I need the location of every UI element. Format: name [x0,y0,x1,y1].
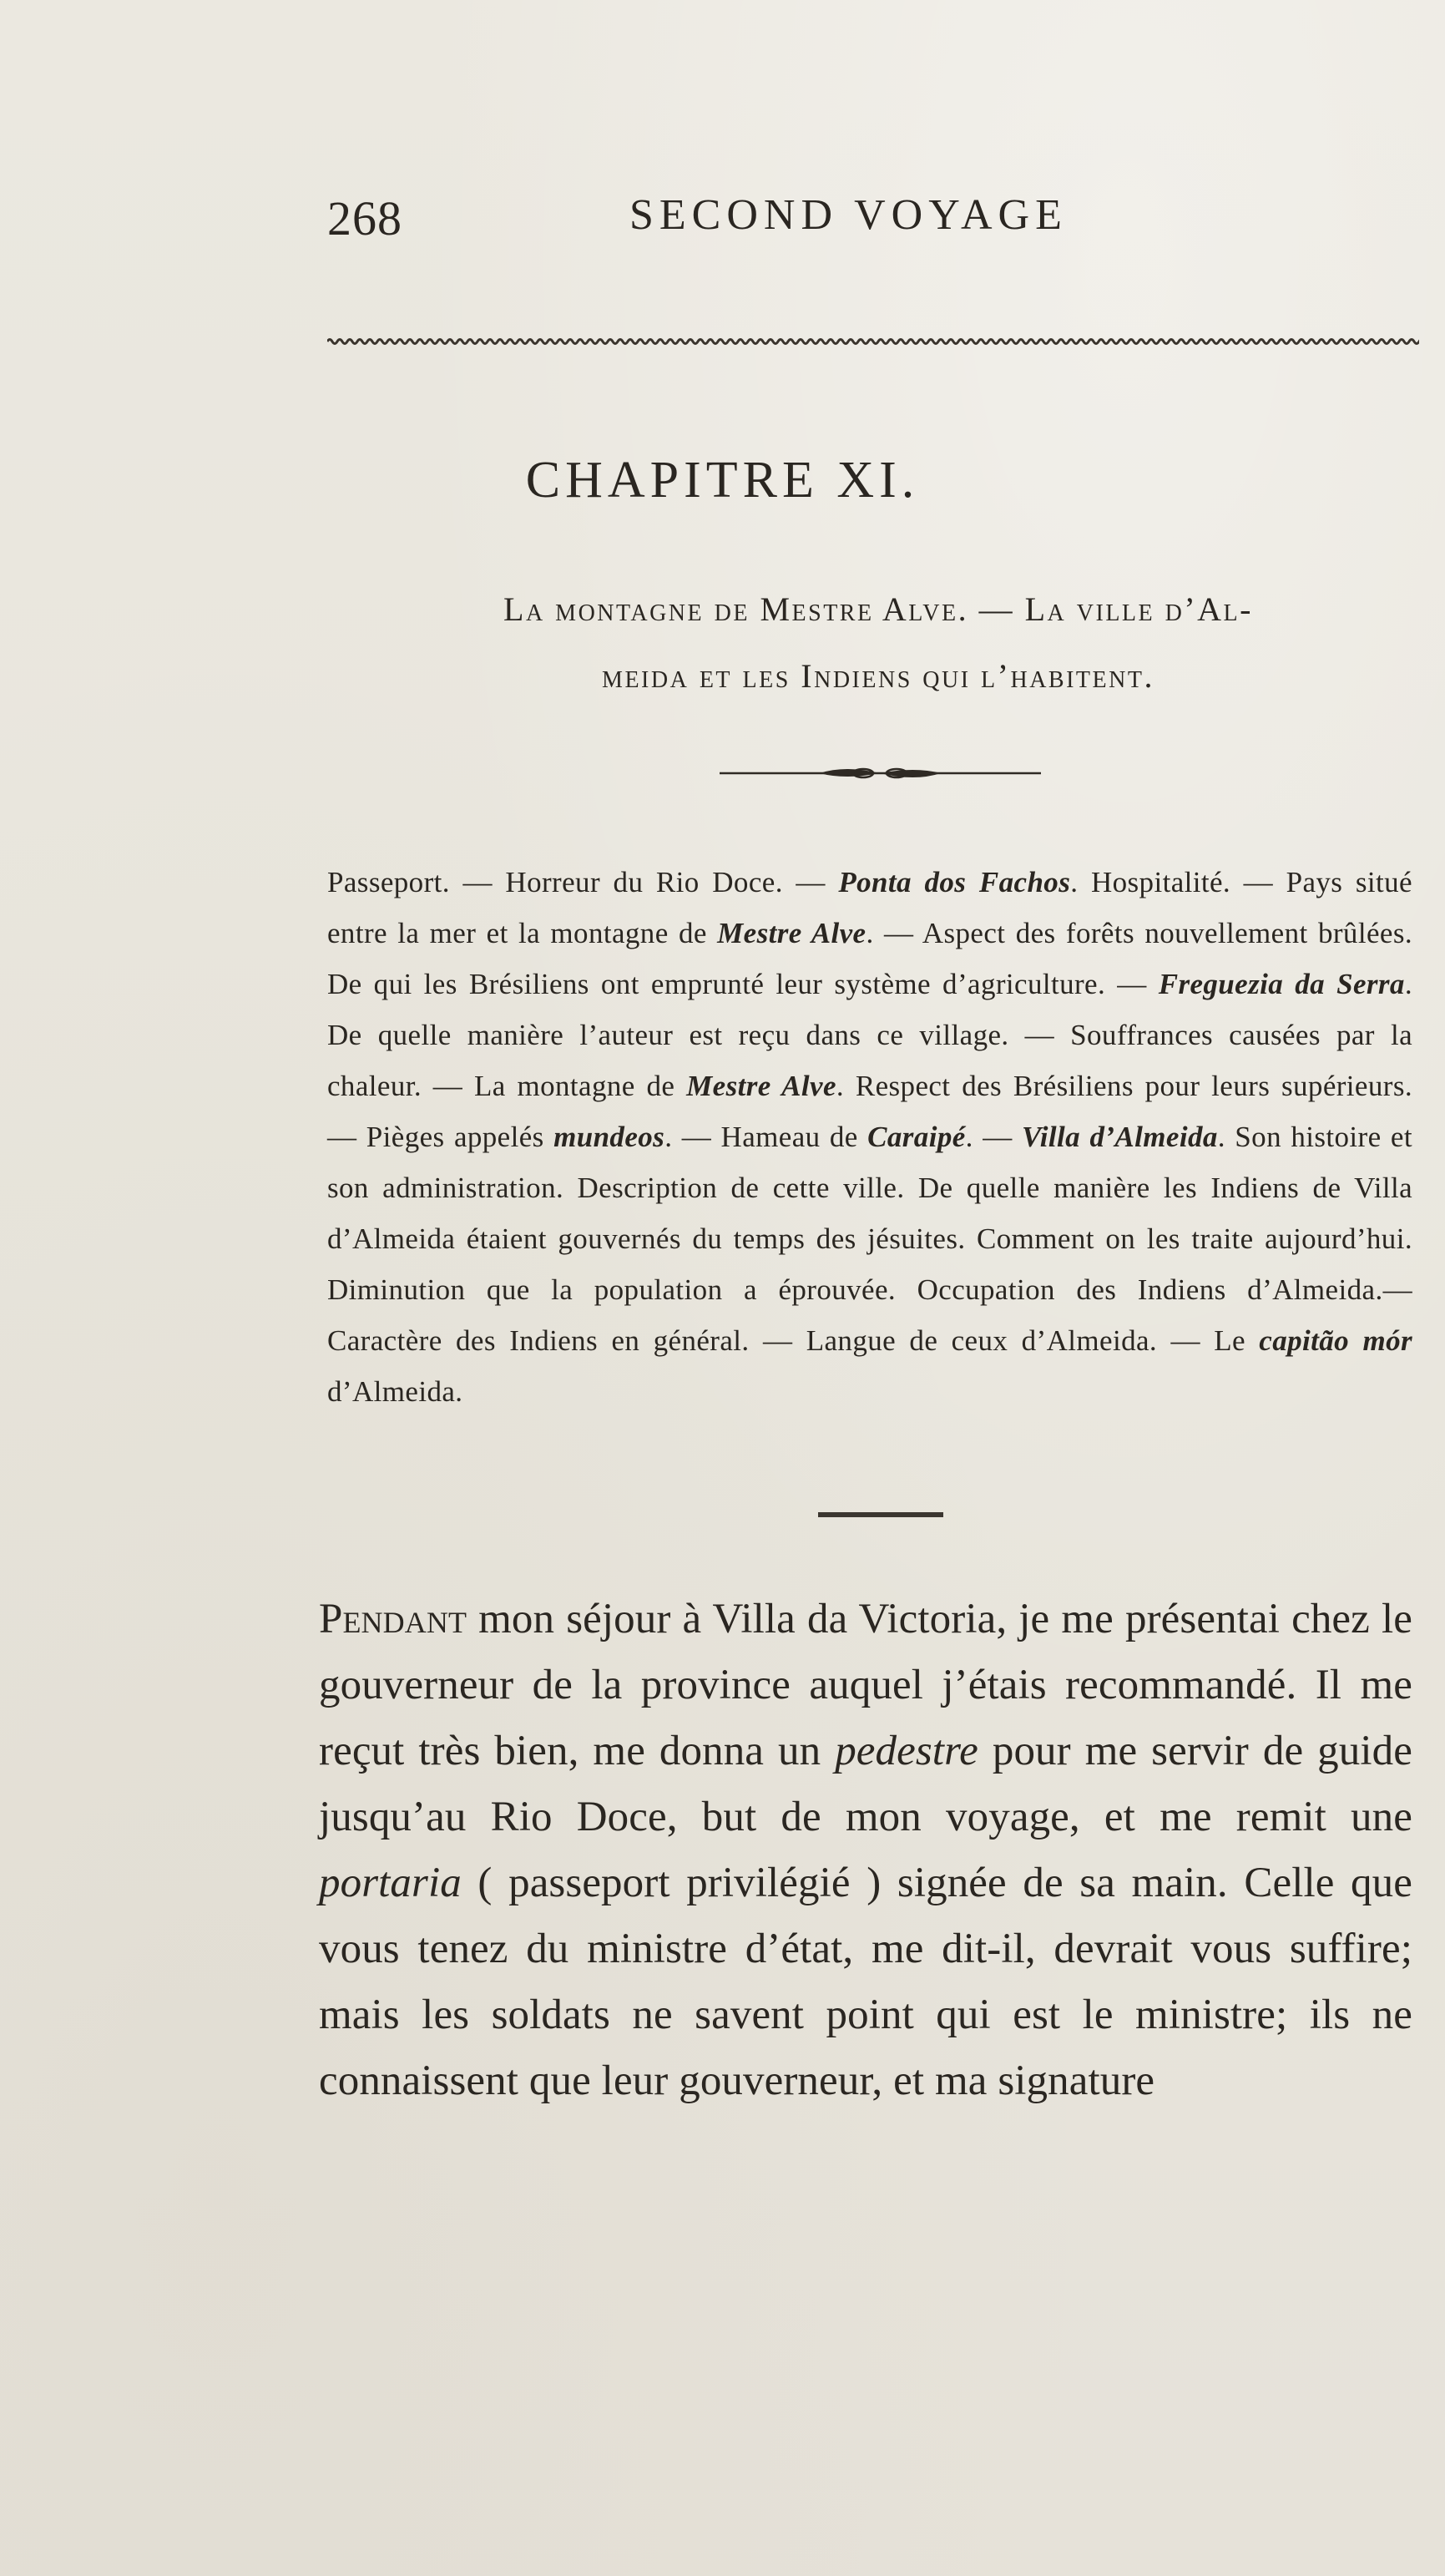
summary-text: . — [965,1121,1022,1153]
body-italic-term: pedestre [835,1728,978,1774]
summary-text: . — Hameau de [664,1121,868,1153]
summary-text: . De quelle manière l’auteur est reçu dans ce village. — Souffrances causées par la chaleur. — La montagne de [327,968,1412,1102]
chapter-subtitle-line-1: La montagne de Mestre Alve. — La ville d’Al- [503,590,1253,628]
wavy-rule-divider [327,334,1419,349]
running-title: SECOND VOYAGE [629,191,1068,239]
body-text: ( passeport privilégié ) signée de sa main. Celle que vous tenez du ministre d’état, me dit-il, devrait vous suffire; mais les soldats ne savent point qui est le ministre; ils ne connaissent que leur gouverneur, et ma signature [319,1860,1412,2104]
chapter-subtitle [327,576,1429,710]
chapter-title: CHAPITRE XI. [525,452,920,509]
summary-italic-term: capitão mór [1259,1324,1412,1357]
body-paragraph [319,1587,1412,2114]
short-rule [818,1512,943,1517]
body-opening-word: Pendant [319,1596,467,1642]
summary-italic-term: Caraipé [867,1121,966,1153]
body-text: pour me servir de guide jusqu’au Rio Doce, but de mon voyage, et me remit une [319,1728,1412,1840]
summary-italic-term: Villa d’Almeida [1021,1121,1218,1153]
summary-italic-term: Freguezia da Serra [1158,968,1405,1000]
summary-text: . Hospitalité. — Pays situé entre la mer et la montagne de [327,866,1412,949]
summary-italic-term: Mestre Alve [717,917,866,949]
summary-text: . — Aspect des forêts nouvellement brûlées. De qui les Brésiliens ont emprunté leur système d’agriculture. — [327,917,1412,1000]
summary-text: . Son histoire et son administration. Description de cette ville. De quelle manière les Indiens de Villa d’Almeida étaient gouvernés du temps des jésuites. Comment on les traite aujourd’hui. Diminution que la population a éprouvée. Occupation des Indiens d’Almeida.— Caractère des Indiens en général. — Langue de ceux d’Almeida. — Le [327,1121,1412,1357]
page-header [327,190,1429,257]
summary-italic-term: mundeos [553,1121,665,1153]
body-italic-term: portaria [319,1860,462,1906]
summary-italic-term: Mestre Alve [686,1070,836,1102]
chapter-summary [327,857,1412,1417]
summary-italic-term: Ponta dos Fachos [838,866,1071,898]
summary-text: d’Almeida. [327,1375,463,1408]
summary-text: Passeport. — Horreur du Rio Doce. — [327,866,839,898]
summary-text: . Respect des Brésiliens pour leurs supérieurs. — Pièges appelés [327,1070,1412,1153]
ornament-divider [720,762,1041,785]
page-number: 268 [327,191,402,245]
body-text: mon séjour à Villa da Victoria, je me présentai chez le gouverneur de la province auquel j’étais recommandé. Il me reçut très bien, me donna un [319,1596,1412,1774]
chapter-subtitle-line-2: meida et les Indiens qui l’habitent. [602,657,1154,695]
